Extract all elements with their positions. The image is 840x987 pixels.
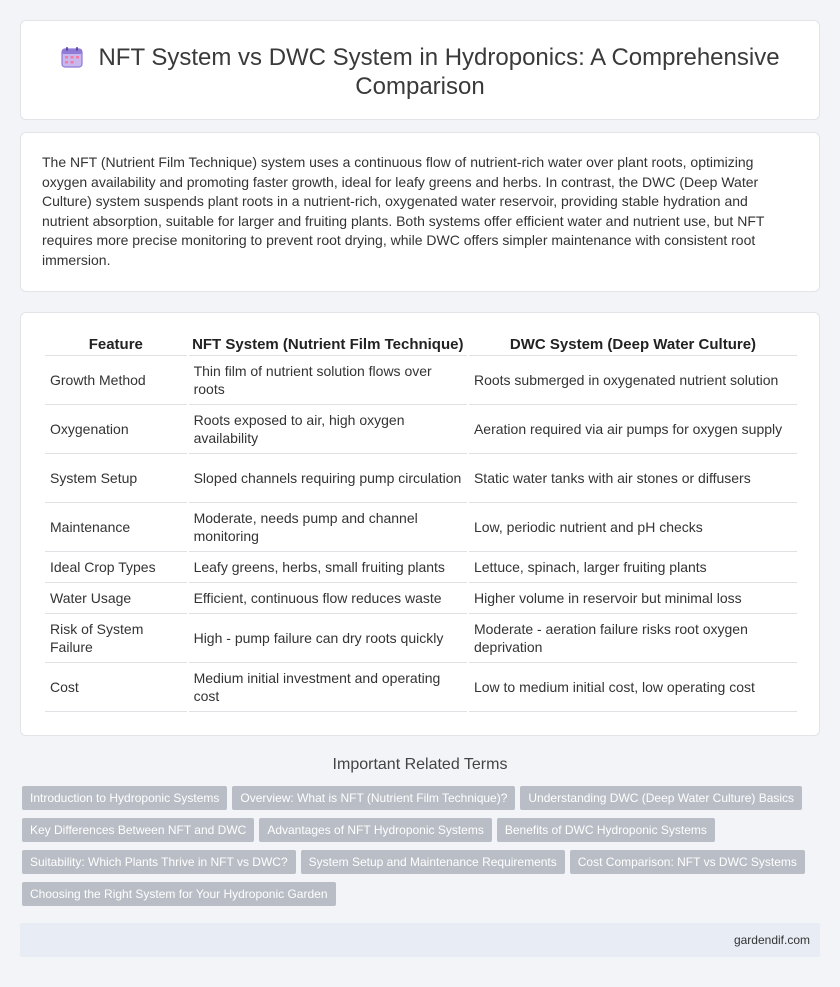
feature-cell: Maintenance xyxy=(45,503,187,552)
nft-cell: Efficient, continuous flow reduces waste xyxy=(189,583,467,614)
related-term-tag[interactable]: Understanding DWC (Deep Water Culture) Basics xyxy=(520,786,802,810)
column-header-nft: NFT System (Nutrient Film Technique) xyxy=(189,333,467,356)
column-header-dwc: DWC System (Deep Water Culture) xyxy=(469,333,797,356)
table-row xyxy=(45,356,797,405)
header-card xyxy=(20,20,820,120)
dwc-cell: Static water tanks with air stones or diffusers xyxy=(469,454,797,503)
intro-card xyxy=(20,132,820,292)
feature-cell: Water Usage xyxy=(45,583,187,614)
dwc-cell: Low, periodic nutrient and pH checks xyxy=(469,503,797,552)
related-term-tag[interactable]: Introduction to Hydroponic Systems xyxy=(22,786,227,810)
nft-cell: Moderate, needs pump and channel monitoring xyxy=(189,503,467,552)
nft-cell: Medium initial investment and operating cost xyxy=(189,663,467,712)
feature-cell: Growth Method xyxy=(45,356,187,405)
footer-site-name[interactable]: gardendif.com xyxy=(733,933,810,947)
comparison-card xyxy=(20,312,820,736)
nft-cell: Roots exposed to air, high oxygen availability xyxy=(189,405,467,454)
related-term-tag[interactable]: Benefits of DWC Hydroponic Systems xyxy=(497,818,715,842)
related-terms-list xyxy=(22,786,822,914)
footer-bar xyxy=(20,923,820,957)
intro-paragraph: The NFT (Nutrient Film Technique) system uses a continuous flow of nutrient-rich water over plant roots, optimizing oxygen availability and promoting faster growth, ideal for leafy greens and herbs. In contrast, the DWC (Deep Water Culture) system suspends plant roots in a nutrient-rich, oxygenated water reservoir, providing stable hydration and nutrient absorption, suitable for larger and fruiting plants. Both systems offer efficient water and nutrient use, but NFT requires more precise monitoring to prevent root drying, while DWC offers simpler maintenance with consistent root immersion. xyxy=(42,154,765,268)
related-term-tag[interactable]: Cost Comparison: NFT vs DWC Systems xyxy=(570,850,805,874)
nft-cell: Sloped channels requiring pump circulation xyxy=(189,454,467,503)
dwc-cell: Moderate - aeration failure risks root oxygen deprivation xyxy=(469,614,797,663)
page-title xyxy=(21,43,819,101)
table-row xyxy=(45,552,797,583)
nft-cell: Thin film of nutrient solution flows over roots xyxy=(189,356,467,405)
table-row xyxy=(45,503,797,552)
column-header-feature: Feature xyxy=(45,333,187,356)
comparison-table xyxy=(43,333,799,712)
feature-cell: Risk of System Failure xyxy=(45,614,187,663)
table-header-row xyxy=(45,333,797,356)
related-term-tag[interactable]: Advantages of NFT Hydroponic Systems xyxy=(259,818,492,842)
feature-cell: Cost xyxy=(45,663,187,712)
table-row xyxy=(45,405,797,454)
dwc-cell: Aeration required via air pumps for oxygen supply xyxy=(469,405,797,454)
nft-cell: Leafy greens, herbs, small fruiting plants xyxy=(189,552,467,583)
table-row xyxy=(45,614,797,663)
nft-cell: High - pump failure can dry roots quickly xyxy=(189,614,467,663)
related-term-tag[interactable]: Key Differences Between NFT and DWC xyxy=(22,818,254,842)
related-term-tag[interactable]: Overview: What is NFT (Nutrient Film Technique)? xyxy=(232,786,515,810)
table-row xyxy=(45,583,797,614)
dwc-cell: Lettuce, spinach, larger fruiting plants xyxy=(469,552,797,583)
related-term-tag[interactable]: System Setup and Maintenance Requirements xyxy=(301,850,565,874)
page-title-text: NFT System vs DWC System in Hydroponics: A Comprehensive Comparison xyxy=(98,44,780,100)
feature-cell: Ideal Crop Types xyxy=(45,552,187,583)
related-term-tag[interactable]: Suitability: Which Plants Thrive in NFT vs DWC? xyxy=(22,850,296,874)
table-row xyxy=(45,454,797,503)
feature-cell: System Setup xyxy=(45,454,187,503)
feature-cell: Oxygenation xyxy=(45,405,187,454)
dwc-cell: Higher volume in reservoir but minimal loss xyxy=(469,583,797,614)
table-row xyxy=(45,663,797,712)
dwc-cell: Roots submerged in oxygenated nutrient solution xyxy=(469,356,797,405)
related-term-tag[interactable]: Choosing the Right System for Your Hydroponic Garden xyxy=(22,882,336,906)
dwc-cell: Low to medium initial cost, low operating cost xyxy=(469,663,797,712)
calendar-icon xyxy=(60,46,86,68)
related-terms-title: Important Related Terms xyxy=(332,756,508,773)
